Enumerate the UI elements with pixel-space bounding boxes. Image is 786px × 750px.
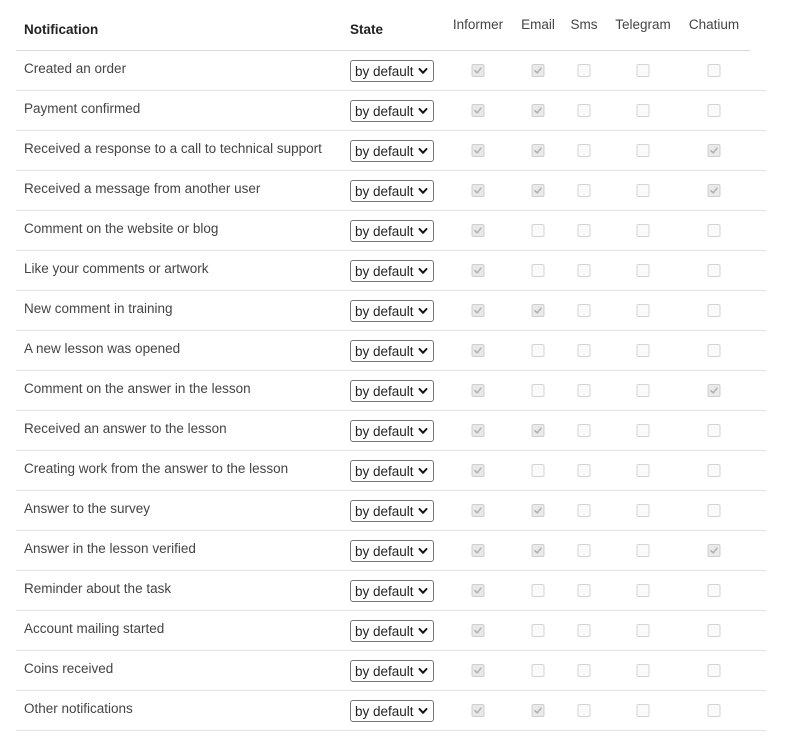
informer-checkbox[interactable]	[472, 104, 485, 117]
sms-column-header: Sms	[570, 17, 598, 32]
table-row	[16, 651, 766, 691]
table-row	[16, 451, 766, 491]
chatium-checkbox[interactable]	[708, 504, 721, 517]
check-icon	[474, 146, 483, 155]
informer-checkbox[interactable]	[472, 704, 485, 717]
notification-label: Answer in the lesson verified	[24, 541, 196, 556]
chatium-checkbox[interactable]	[708, 264, 721, 277]
state-select[interactable]	[350, 620, 434, 642]
informer-checkbox[interactable]	[472, 624, 485, 637]
table-row	[16, 291, 766, 331]
email-checkbox[interactable]	[532, 664, 545, 677]
chatium-checkbox[interactable]	[708, 64, 721, 77]
state-select-value: by default	[355, 663, 414, 679]
state-select-value: by default	[355, 383, 414, 399]
check-icon	[474, 106, 483, 115]
chevron-down-icon	[416, 584, 430, 598]
check-icon	[474, 186, 483, 195]
table-row	[16, 571, 766, 611]
sms-checkbox[interactable]	[578, 104, 591, 117]
state-select[interactable]	[350, 700, 434, 722]
state-select-value: by default	[355, 223, 414, 239]
chatium-checkbox[interactable]	[708, 544, 721, 557]
state-select-value: by default	[355, 263, 414, 279]
state-select-value: by default	[355, 183, 414, 199]
state-select[interactable]	[350, 140, 434, 162]
email-checkbox[interactable]	[532, 504, 545, 517]
check-icon	[474, 346, 483, 355]
notification-label: New comment in training	[24, 301, 173, 316]
telegram-checkbox[interactable]	[637, 424, 650, 437]
table-row	[16, 251, 766, 291]
email-column-header: Email	[521, 17, 555, 32]
check-icon	[474, 386, 483, 395]
email-checkbox[interactable]	[532, 544, 545, 557]
chatium-checkbox[interactable]	[708, 344, 721, 357]
sms-checkbox[interactable]	[578, 424, 591, 437]
check-icon	[474, 226, 483, 235]
chevron-down-icon	[416, 424, 430, 438]
check-icon	[534, 186, 543, 195]
notification-label: Like your comments or artwork	[24, 261, 209, 276]
state-select[interactable]	[350, 60, 434, 82]
state-select[interactable]	[350, 460, 434, 482]
chevron-down-icon	[416, 184, 430, 198]
state-select[interactable]	[350, 100, 434, 122]
notification-label: Account mailing started	[24, 621, 165, 636]
informer-checkbox[interactable]	[472, 664, 485, 677]
informer-checkbox[interactable]	[472, 304, 485, 317]
notification-label: Payment confirmed	[24, 101, 141, 116]
state-select-value: by default	[355, 463, 414, 479]
email-checkbox[interactable]	[532, 384, 545, 397]
notification-label: Received an answer to the lesson	[24, 421, 227, 436]
informer-checkbox[interactable]	[472, 264, 485, 277]
sms-checkbox[interactable]	[578, 544, 591, 557]
chevron-down-icon	[416, 344, 430, 358]
informer-checkbox[interactable]	[472, 344, 485, 357]
check-icon	[710, 186, 719, 195]
check-icon	[534, 546, 543, 555]
table-row	[16, 51, 766, 91]
notification-label: Created an order	[24, 61, 127, 76]
check-icon	[474, 546, 483, 555]
state-select[interactable]	[350, 380, 434, 402]
informer-checkbox[interactable]	[472, 424, 485, 437]
check-icon	[474, 626, 483, 635]
state-select[interactable]	[350, 500, 434, 522]
sms-checkbox[interactable]	[578, 624, 591, 637]
table-row	[16, 691, 766, 731]
sms-checkbox[interactable]	[578, 304, 591, 317]
state-select-value: by default	[355, 303, 414, 319]
state-select[interactable]	[350, 420, 434, 442]
notification-label: Answer to the survey	[24, 501, 151, 516]
informer-checkbox[interactable]	[472, 584, 485, 597]
chevron-down-icon	[416, 144, 430, 158]
chatium-checkbox[interactable]	[708, 424, 721, 437]
chevron-down-icon	[416, 224, 430, 238]
state-select-value: by default	[355, 703, 414, 719]
table-row	[16, 331, 766, 371]
notification-label: Creating work from the answer to the lesson	[24, 461, 289, 476]
state-select[interactable]	[350, 220, 434, 242]
sms-checkbox[interactable]	[578, 384, 591, 397]
telegram-checkbox[interactable]	[637, 304, 650, 317]
telegram-column-header: Telegram	[615, 17, 671, 32]
chatium-checkbox[interactable]	[708, 664, 721, 677]
table-row	[16, 611, 766, 651]
notification-label: A new lesson was opened	[24, 341, 181, 356]
chevron-down-icon	[416, 304, 430, 318]
notification-label: Reminder about the task	[24, 581, 172, 596]
chevron-down-icon	[416, 464, 430, 478]
telegram-checkbox[interactable]	[637, 704, 650, 717]
telegram-checkbox[interactable]	[637, 384, 650, 397]
state-select-value: by default	[355, 63, 414, 79]
table-body	[16, 51, 766, 731]
telegram-checkbox[interactable]	[637, 544, 650, 557]
informer-checkbox[interactable]	[472, 544, 485, 557]
check-icon	[474, 586, 483, 595]
table-row	[16, 411, 766, 451]
check-icon	[710, 386, 719, 395]
state-select-value: by default	[355, 543, 414, 559]
informer-column-header: Informer	[452, 17, 504, 32]
sms-checkbox[interactable]	[578, 144, 591, 157]
check-icon	[710, 146, 719, 155]
telegram-checkbox[interactable]	[637, 344, 650, 357]
email-checkbox[interactable]	[532, 264, 545, 277]
chevron-down-icon	[416, 264, 430, 278]
notification-label: Received a message from another user	[24, 181, 261, 196]
check-icon	[474, 66, 483, 75]
informer-checkbox[interactable]	[472, 384, 485, 397]
check-icon	[534, 66, 543, 75]
chevron-down-icon	[416, 384, 430, 398]
state-select-value: by default	[355, 423, 414, 439]
notification-label: Coins received	[24, 661, 114, 676]
telegram-checkbox[interactable]	[637, 584, 650, 597]
table-row	[16, 171, 766, 211]
table-row	[16, 131, 766, 171]
notification-label: Received a response to a call to technical support	[24, 141, 322, 156]
state-select[interactable]	[350, 300, 434, 322]
email-checkbox[interactable]	[532, 184, 545, 197]
email-checkbox[interactable]	[532, 104, 545, 117]
chatium-checkbox[interactable]	[708, 104, 721, 117]
telegram-checkbox[interactable]	[637, 624, 650, 637]
notification-label: Comment on the website or blog	[24, 221, 219, 236]
table-row	[16, 491, 766, 531]
state-select[interactable]	[350, 260, 434, 282]
chatium-checkbox[interactable]	[708, 624, 721, 637]
telegram-checkbox[interactable]	[637, 104, 650, 117]
telegram-checkbox[interactable]	[637, 144, 650, 157]
check-icon	[534, 306, 543, 315]
state-select[interactable]	[350, 580, 434, 602]
sms-checkbox[interactable]	[578, 464, 591, 477]
email-checkbox[interactable]	[532, 144, 545, 157]
chatium-checkbox[interactable]	[708, 304, 721, 317]
check-icon	[474, 506, 483, 515]
sms-checkbox[interactable]	[578, 224, 591, 237]
sms-checkbox[interactable]	[578, 64, 591, 77]
check-icon	[474, 466, 483, 475]
telegram-checkbox[interactable]	[637, 64, 650, 77]
check-icon	[534, 706, 543, 715]
chatium-checkbox[interactable]	[708, 704, 721, 717]
chatium-checkbox[interactable]	[708, 584, 721, 597]
state-select-value: by default	[355, 583, 414, 599]
informer-checkbox[interactable]	[472, 464, 485, 477]
state-select[interactable]	[350, 660, 434, 682]
telegram-checkbox[interactable]	[637, 264, 650, 277]
informer-checkbox[interactable]	[472, 504, 485, 517]
chatium-checkbox[interactable]	[708, 184, 721, 197]
notification-column-header: Notification	[24, 22, 99, 37]
state-select-value: by default	[355, 503, 414, 519]
informer-checkbox[interactable]	[472, 224, 485, 237]
chevron-down-icon	[416, 104, 430, 118]
chevron-down-icon	[416, 664, 430, 678]
state-select[interactable]	[350, 540, 434, 562]
state-select-value: by default	[355, 623, 414, 639]
state-select[interactable]	[350, 180, 434, 202]
chatium-checkbox[interactable]	[708, 144, 721, 157]
sms-checkbox[interactable]	[578, 264, 591, 277]
chevron-down-icon	[416, 504, 430, 518]
sms-checkbox[interactable]	[578, 344, 591, 357]
telegram-checkbox[interactable]	[637, 664, 650, 677]
chevron-down-icon	[416, 624, 430, 638]
notification-label: Other notifications	[24, 701, 133, 716]
check-icon	[474, 306, 483, 315]
table-row	[16, 211, 766, 251]
email-checkbox[interactable]	[532, 64, 545, 77]
telegram-checkbox[interactable]	[637, 224, 650, 237]
check-icon	[534, 506, 543, 515]
email-checkbox[interactable]	[532, 224, 545, 237]
chevron-down-icon	[416, 704, 430, 718]
check-icon	[534, 426, 543, 435]
email-checkbox[interactable]	[532, 704, 545, 717]
chatium-checkbox[interactable]	[708, 384, 721, 397]
telegram-checkbox[interactable]	[637, 184, 650, 197]
sms-checkbox[interactable]	[578, 504, 591, 517]
email-checkbox[interactable]	[532, 584, 545, 597]
table-header	[16, 0, 750, 51]
sms-checkbox[interactable]	[578, 184, 591, 197]
chatium-checkbox[interactable]	[708, 224, 721, 237]
sms-checkbox[interactable]	[578, 664, 591, 677]
notification-settings-table	[16, 0, 766, 731]
check-icon	[474, 426, 483, 435]
email-checkbox[interactable]	[532, 304, 545, 317]
state-select[interactable]	[350, 340, 434, 362]
check-icon	[534, 106, 543, 115]
telegram-checkbox[interactable]	[637, 504, 650, 517]
table-row	[16, 371, 766, 411]
table-row	[16, 531, 766, 571]
telegram-checkbox[interactable]	[637, 464, 650, 477]
state-column-header: State	[350, 22, 384, 37]
email-checkbox[interactable]	[532, 464, 545, 477]
state-select-value: by default	[355, 143, 414, 159]
chatium-checkbox[interactable]	[708, 464, 721, 477]
table-row	[16, 91, 766, 131]
email-checkbox[interactable]	[532, 424, 545, 437]
check-icon	[534, 146, 543, 155]
state-select-value: by default	[355, 343, 414, 359]
sms-checkbox[interactable]	[578, 704, 591, 717]
chevron-down-icon	[416, 64, 430, 78]
informer-checkbox[interactable]	[472, 64, 485, 77]
informer-checkbox[interactable]	[472, 144, 485, 157]
chatium-column-header: Chatium	[688, 17, 740, 32]
email-checkbox[interactable]	[532, 344, 545, 357]
sms-checkbox[interactable]	[578, 584, 591, 597]
check-icon	[474, 266, 483, 275]
check-icon	[474, 666, 483, 675]
state-select-value: by default	[355, 103, 414, 119]
informer-checkbox[interactable]	[472, 184, 485, 197]
check-icon	[474, 706, 483, 715]
email-checkbox[interactable]	[532, 624, 545, 637]
chevron-down-icon	[416, 544, 430, 558]
notification-label: Comment on the answer in the lesson	[24, 381, 251, 396]
check-icon	[710, 546, 719, 555]
